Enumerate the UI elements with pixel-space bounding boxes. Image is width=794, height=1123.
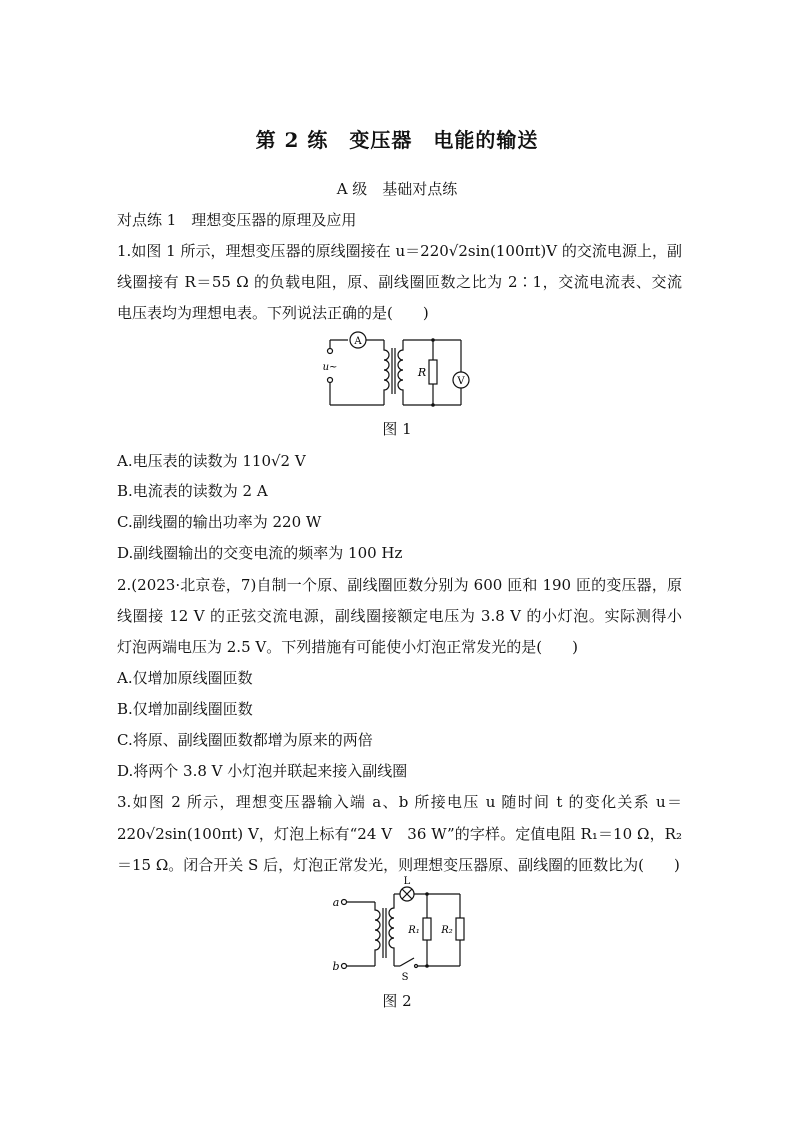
q3-stem-line3: ＝15 Ω。闭合开关 S 后，灯泡正常发光，则理想变压器原、副线圈的匝数比为( ) bbox=[117, 856, 680, 874]
q2-stem-line2: 线圈接 12 V 的正弦交流电源，副线圈接额定电压为 3.8 V 的小灯泡。实际测得小 bbox=[117, 607, 682, 625]
q2-option-d: D.将两个 3.8 V 小灯泡并联起来接入副线圈 bbox=[117, 762, 408, 780]
q1-stem-line1: 1.如图 1 所示，理想变压器的原线圈接在 u＝220√2sin(100πt)V 的交流电源上，副 bbox=[117, 242, 682, 260]
q2-stem-line1: 2.(2023·北京卷，7)自制一个原、副线圈匝数分别为 600 匝和 190 匝的变压器，原 bbox=[117, 576, 682, 594]
r1-label: R₁ bbox=[408, 925, 420, 936]
q1-option-d: D.副线圈输出的交变电流的频率为 100 Hz bbox=[117, 544, 403, 562]
voltmeter-label: V bbox=[457, 376, 465, 387]
q1-option-c: C.副线圈的输出功率为 220 W bbox=[117, 513, 322, 531]
lamp-label: L bbox=[403, 876, 411, 887]
q1-stem-line2: 线圈接有 R＝55 Ω 的负载电阻，原、副线圈匝数之比为 2∶1，交流电流表、交流 bbox=[117, 273, 682, 291]
resistor-label: R bbox=[417, 366, 427, 379]
figure-1-caption: 图 1 bbox=[382, 420, 412, 438]
q3-stem-line2: 220√2sin(100πt) V，灯泡上标有“24 V 36 W”的字样。定值电阻 R₁＝10 Ω，R₂ bbox=[117, 825, 682, 843]
figure-2-caption: 图 2 bbox=[382, 992, 412, 1010]
ammeter-label: A bbox=[354, 336, 362, 347]
q2-option-a: A.仅增加原线圈匝数 bbox=[117, 669, 253, 687]
q3-stem-line1: 3.如图 2 所示，理想变压器输入端 a、b 所接电压 u 随时间 t 的变化关系 u＝ bbox=[117, 793, 682, 811]
switch-label: S bbox=[401, 972, 409, 983]
level-heading: A 级 基础对点练 bbox=[336, 180, 458, 198]
figure-2-circuit bbox=[330, 876, 470, 983]
r2-label: R₂ bbox=[441, 925, 453, 936]
source-label: u~ bbox=[322, 362, 338, 373]
section-heading: 对点练 1 理想变压器的原理及应用 bbox=[117, 211, 357, 229]
figure-1-circuit bbox=[318, 330, 468, 410]
q2-option-b: B.仅增加副线圈匝数 bbox=[117, 700, 253, 718]
terminal-a-label: a bbox=[332, 896, 340, 909]
q2-stem-line3: 灯泡两端电压为 2.5 V。下列措施有可能使小灯泡正常发光的是( ) bbox=[117, 638, 578, 656]
q1-option-b: B.电流表的读数为 2 A bbox=[117, 482, 268, 500]
terminal-b-label: b bbox=[332, 960, 340, 973]
q2-option-c: C.将原、副线圈匝数都增为原来的两倍 bbox=[117, 731, 373, 749]
page-title: 第 2 练 变压器 电能的输送 bbox=[255, 128, 539, 152]
q1-stem-line3: 电压表均为理想电表。下列说法正确的是( ) bbox=[117, 304, 429, 322]
q1-option-a: A.电压表的读数为 110√2 V bbox=[117, 452, 306, 470]
